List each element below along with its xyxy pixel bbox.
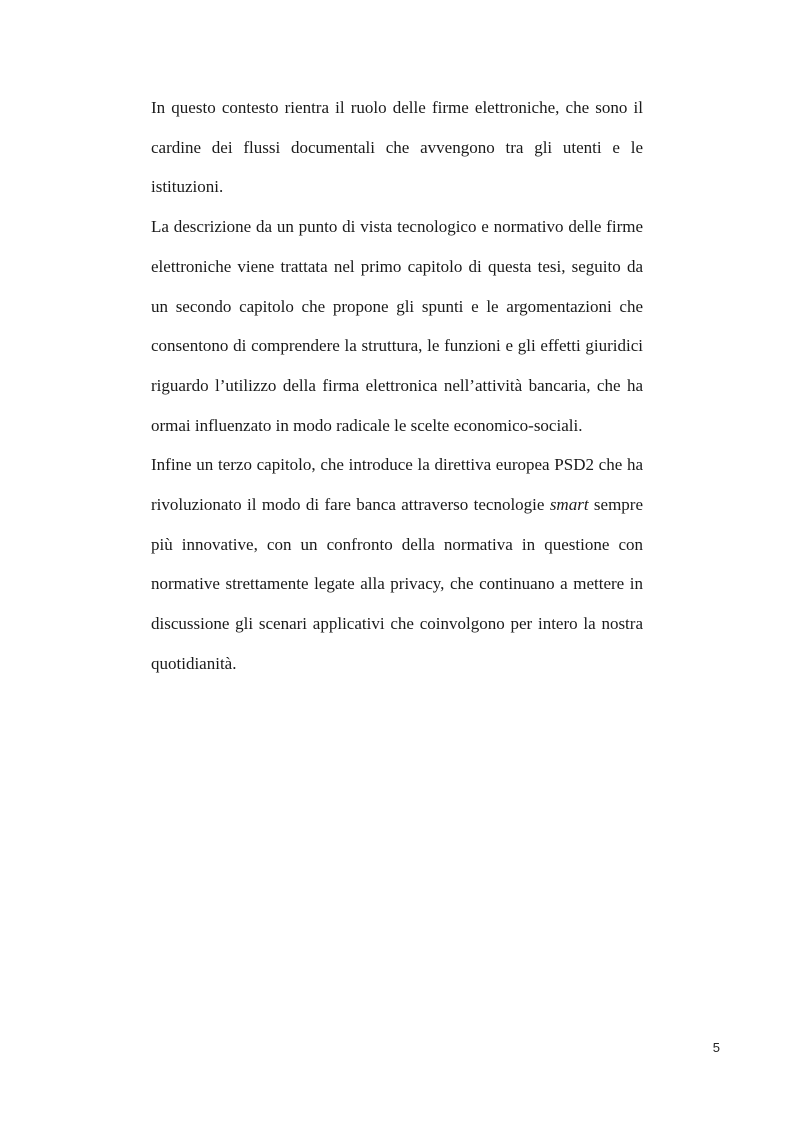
- paragraph-3: [151, 445, 643, 683]
- body-text: [151, 88, 643, 684]
- paragraph-3-text-before: Infine un terzo capitolo, che introduce la direttiva europea PSD2 che ha rivoluzionato il modo di fare banca attraverso tecnologie: [151, 455, 643, 515]
- paragraph-2: La descrizione da un punto di vista tecnologico e normativo delle firme elettroniche viene trattata nel primo capitolo di questa tesi, seguito da un secondo capitolo che propone gli spunti e le argomentazioni che consentono di comprendere la struttura, le funzioni e gli effetti giuridici riguardo l’utilizzo della firma elettronica nell’attività bancaria, che ha ormai influenzato in modo radicale le scelte economico-sociali.: [151, 217, 643, 435]
- page-number: 5: [712, 1040, 720, 1055]
- paragraph-3-emphasis: smart: [549, 495, 589, 515]
- paragraph-3-text-after: sempre più innovative, con un confronto della normativa in questione con normative strettamente legate alla privacy, che continuano a mettere in discussione gli scenari applicativi che coinvolgono per intero la nostra quotidianità.: [151, 495, 643, 673]
- paragraph-1: In questo contesto rientra il ruolo delle firme elettroniche, che sono il cardine dei flussi documentali che avvengono tra gli utenti e le istituzioni.: [151, 98, 643, 197]
